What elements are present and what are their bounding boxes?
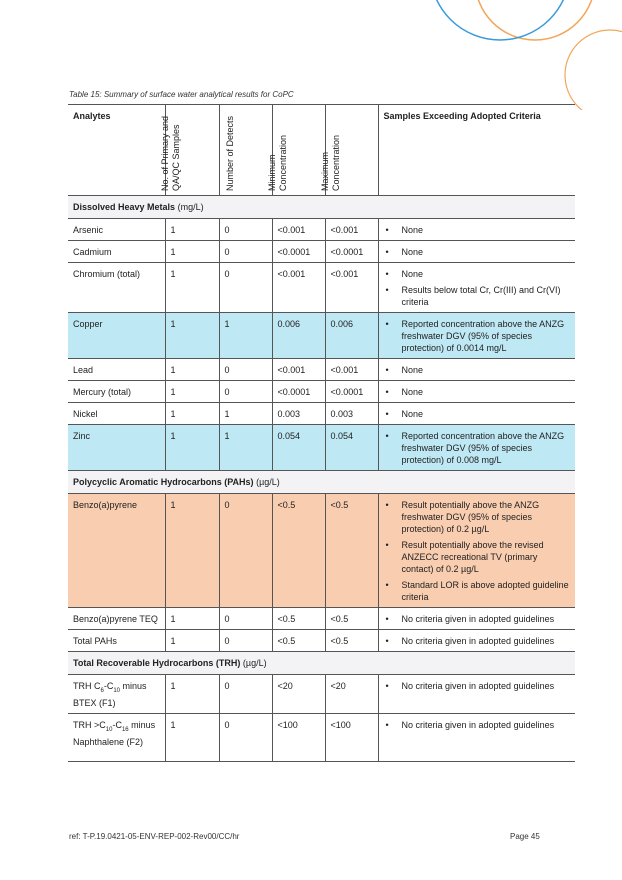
row-trh-f2: TRH $>C_{10}-C_{16}$ minus Naphthalene (F2) 1 0 <100 <100 • No criteria given in adopted guidelines [68, 713, 575, 761]
row-mercury: Mercury (total) 1 0 <0.0001 <0.0001 • None [68, 381, 575, 403]
header-exceeding: Samples Exceeding Adopted Criteria [378, 105, 575, 196]
header-detects: Number of Detects [219, 105, 272, 196]
row-cadmium: Cadmium 1 0 <0.0001 <0.0001 • None [68, 241, 575, 263]
row-zinc: Zinc 1 1 0.054 0.054 • Reported concentration above the ANZG freshwater DGV (95% of species protection) of 0.008 mg/L [68, 425, 575, 471]
section-pahs: Polycyclic Aromatic Hydrocarbons (PAHs) (µg/L) [68, 471, 575, 494]
section-trh: Total Recoverable Hydrocarbons (TRH) (µg/L) [68, 652, 575, 675]
row-trh-f1: TRH $C_6-C_{10}$ minus BTEX (F1) 1 0 <20 <20 • No criteria given in adopted guidelines [68, 675, 575, 714]
row-benzo-a-pyrene-teq: Benzo(a)pyrene TEQ 1 0 <0.5 <0.5 • No criteria given in adopted guidelines [68, 608, 575, 630]
section-metals: Dissolved Heavy Metals (mg/L) [68, 196, 575, 219]
footer-reference: ref: T-P.19.0421-05-ENV-REP-002-Rev00/CC/hr [69, 832, 240, 841]
row-nickel: Nickel 1 1 0.003 0.003 • None [68, 403, 575, 425]
header-max: Maximum Concentration [325, 105, 378, 196]
row-arsenic: Arsenic 1 0 <0.001 <0.001 • None [68, 219, 575, 241]
page-number: Page 45 [510, 832, 540, 841]
row-benzo-a-pyrene: Benzo(a)pyrene 1 0 <0.5 <0.5 • Result potentially above the ANZG freshwater DGV (95% of species protection) of 0.2 µg/L • Result potentially above the revised ANZECC recreational TV (primary contact) of 0.2 µg/L • Standard LOR is above adopted guideline criteria [68, 494, 575, 608]
row-lead: Lead 1 0 <0.001 <0.001 • None [68, 359, 575, 381]
header-min: Minimum Concentration [272, 105, 325, 196]
header-samples: No. of Primary and QA/QC Samples [165, 105, 219, 196]
row-copper: Copper 1 1 0.006 0.006 • Reported concentration above the ANZG freshwater DGV (95% of species protection) of 0.0014 mg/L [68, 313, 575, 359]
table-caption: Table 15: Summary of surface water analytical results for CoPC [69, 90, 294, 99]
row-total-pahs: Total PAHs 1 0 <0.5 <0.5 • No criteria given in adopted guidelines [68, 630, 575, 652]
row-chromium: Chromium (total) 1 0 <0.001 <0.001 • None • Results below total Cr, Cr(III) and Cr(VI) criteria [68, 263, 575, 313]
header-row [68, 105, 575, 196]
results-table [68, 104, 575, 762]
header-analytes: Analytes [68, 105, 165, 196]
